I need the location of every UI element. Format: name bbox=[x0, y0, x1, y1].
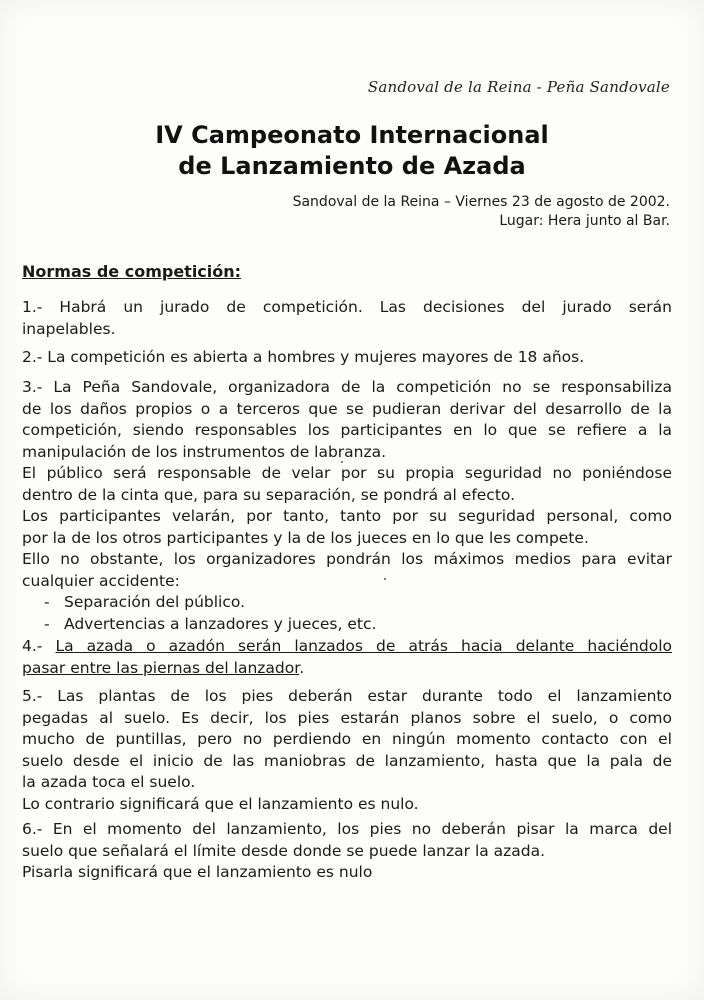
paper-speck bbox=[384, 578, 386, 580]
rule-5-line: pegadas al suelo. Es decir, los pies estarán planos sobre el suelo, o como bbox=[22, 708, 672, 727]
rule-2 bbox=[22, 347, 672, 369]
rule-4-line bbox=[22, 636, 672, 658]
event-location: Lugar: Hera junto al Bar. bbox=[499, 213, 670, 229]
rule-5-line: la azada toca el suelo. bbox=[22, 773, 196, 791]
rule-3-bullet-list bbox=[22, 592, 672, 635]
bullet-item bbox=[22, 592, 672, 614]
rule-3 bbox=[22, 377, 672, 635]
rule-4-prefix: 4.- bbox=[22, 637, 43, 655]
bullet-text: Advertencias a lanzadores y jueces, etc. bbox=[64, 614, 377, 633]
rule-5-line: 5.- Las plantas de los pies deberán estar durante todo el lanzamiento bbox=[22, 687, 672, 705]
rule-6 bbox=[22, 819, 672, 884]
rule-3-line: El público será responsable de velar por su propia seguridad no poniéndose bbox=[22, 464, 672, 482]
rule-4-underlined-text: La azada o azadón serán lanzados de atrás hacia delante haciéndolo bbox=[55, 637, 672, 655]
event-info bbox=[293, 193, 670, 231]
rule-4-line bbox=[22, 658, 672, 680]
document-title bbox=[0, 120, 704, 182]
bullet-dash-icon: - bbox=[44, 614, 50, 633]
title-line-2: de Lanzamiento de Azada bbox=[178, 152, 526, 180]
rule-3-line: por la de los otros participantes y la de los jueces en lo que les compete. bbox=[22, 528, 589, 547]
event-place-date: Sandoval de la Reina – Viernes 23 de agosto de 2002. bbox=[292, 194, 670, 210]
rule-5-line: suelo desde el inicio de las maniobras de lanzamiento, hasta que la pala de bbox=[22, 751, 672, 770]
rule-1-line: inapelables. bbox=[22, 319, 116, 338]
association-header: Sandoval de la Reina - Peña Sandovale bbox=[367, 78, 670, 96]
rule-5-line: Lo contrario significará que el lanzamiento es nulo. bbox=[22, 794, 419, 813]
rule-3-line: competición, siendo responsables los participantes en lo que se refiere a la bbox=[22, 421, 672, 439]
paper-speck bbox=[341, 461, 343, 463]
rule-3-line: dentro de la cinta que, para su separación, se pondrá al efecto. bbox=[22, 485, 516, 504]
rule-3-line: Ello no obstante, los organizadores pondrán los máximos medios para evitar bbox=[22, 550, 672, 568]
bullet-item bbox=[22, 614, 672, 636]
rule-1-line: 1.- Habrá un jurado de competición. Las decisiones del jurado serán bbox=[22, 298, 672, 316]
rule-6-line: suelo que señalará el límite desde donde se puede lanzar la azada. bbox=[22, 841, 546, 860]
rule-6-line: Pisarla significará que el lanzamiento es nulo bbox=[22, 863, 373, 881]
rule-4 bbox=[22, 636, 672, 679]
rule-1 bbox=[22, 297, 672, 340]
rule-2-line: 2.- La competición es abierta a hombres y mujeres mayores de 18 años. bbox=[22, 348, 585, 366]
title-line-1: IV Campeonato Internacional bbox=[155, 121, 549, 149]
bullet-text: Separación del público. bbox=[64, 593, 246, 611]
rule-5-line: mucho de puntillas, pero no perdiendo en ningún momento contacto con el bbox=[22, 730, 672, 748]
rule-3-line: cualquier accidente: bbox=[22, 571, 180, 590]
rule-4-underlined-text: pasar entre las piernas del lanzador bbox=[22, 658, 300, 677]
rules-heading: Normas de competición: bbox=[22, 262, 242, 281]
bullet-dash-icon: - bbox=[44, 593, 50, 611]
rule-3-line: Los participantes velarán, por tanto, tanto por su seguridad personal, como bbox=[22, 507, 672, 525]
rule-4-suffix: . bbox=[299, 658, 305, 677]
rule-3-line: de los daños propios o a terceros que se pudieran derivar del desarrollo de la bbox=[22, 399, 672, 418]
rule-3-line: manipulación de los instrumentos de labranza. bbox=[22, 442, 387, 461]
rule-6-line: 6.- En el momento del lanzamiento, los pies no deberán pisar la marca del bbox=[22, 820, 672, 838]
rule-3-line: 3.- La Peña Sandovale, organizadora de la competición no se responsabiliza bbox=[22, 378, 672, 396]
rule-5 bbox=[22, 686, 672, 815]
